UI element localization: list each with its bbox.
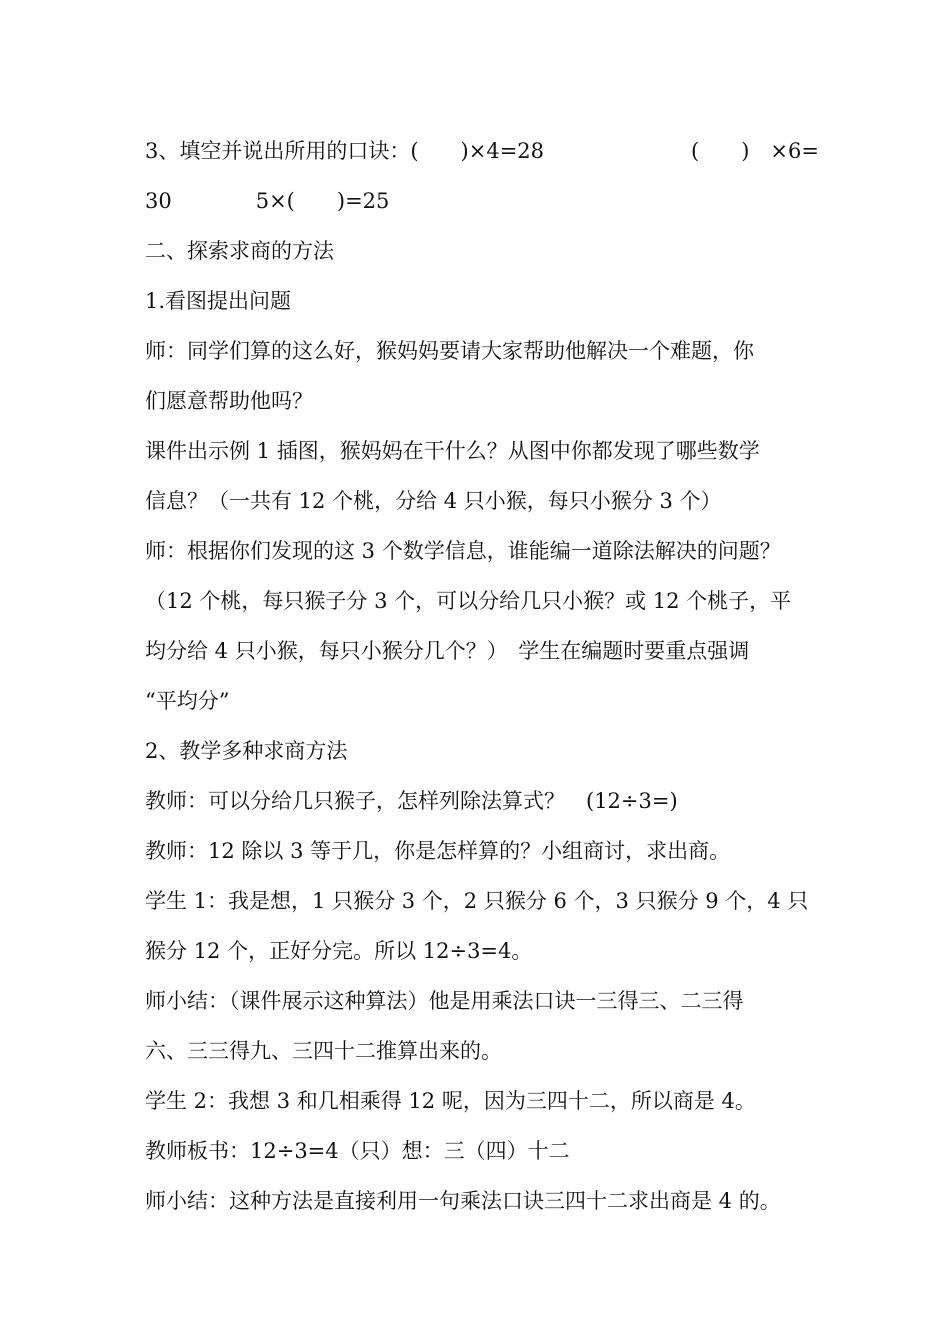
text-line-teacher-3: 教师：可以分给几只猴子，怎样列除法算式？ (12÷3=) [145, 789, 678, 813]
text-line-teacher-4: 教师：12 除以 3 等于几，你是怎样算的？小组商讨，求出商。 [145, 839, 731, 863]
text-line-teacher-2-cont-2: 均分给 4 只小猴，每只小猴分几个？） 学生在编题时要重点强调 [145, 639, 750, 663]
text-line-fill-blank: 3、填空并说出所用的口诀：( )×4=28 ( ) ×6= [145, 139, 819, 163]
text-line-student-1: 学生 1：我是想，1 只猴分 3 个，2 只猴分 6 个，3 只猴分 9 个，4 只 [145, 889, 809, 913]
text-line-teacher-1: 师：同学们算的这么好，猴妈妈要请大家帮助他解决一个难题，你 [145, 339, 754, 363]
subheading-look-and-ask: 1.看图提出问题 [145, 289, 292, 313]
text-line-student-2: 学生 2：我想 3 和几相乘得 12 呢，因为三四十二，所以商是 4。 [145, 1089, 756, 1113]
text-line-summary-1: 师小结：（课件展示这种算法）他是用乘法口诀一三得三、二三得 [145, 989, 744, 1013]
text-line-board-writing: 教师板书：12÷3=4（只）想：三（四）十二 [145, 1139, 570, 1163]
text-line-student-1-cont: 猴分 12 个，正好分完。所以 12÷3=4。 [145, 939, 533, 963]
text-line-teacher-2-cont: （12 个桃，每只猴子分 3 个，可以分给几只小猴？或 12 个桃子，平 [145, 589, 792, 613]
text-line-courseware-cont: 信息？（一共有 12 个桃，分给 4 只小猴，每只小猴分 3 个） [145, 489, 722, 513]
text-line-courseware: 课件出示例 1 插图，猴妈妈在干什么？从图中你都发现了哪些数学 [145, 439, 760, 463]
text-line-fill-blank-cont: 30 5×( )=25 [145, 189, 390, 213]
text-line-summary-1-cont: 六、三三得九、三四十二推算出来的。 [145, 1039, 502, 1063]
text-line-teacher-2: 师：根据你们发现的这 3 个数学信息，谁能编一道除法解决的问题？ [145, 539, 781, 563]
subheading-methods: 2、教学多种求商方法 [145, 739, 348, 763]
section-heading-explore: 二、探索求商的方法 [145, 239, 334, 263]
text-line-summary-2: 师小结：这种方法是直接利用一句乘法口诀三四十二求出商是 4 的。 [145, 1189, 781, 1213]
text-line-teacher-2-cont-3: “平均分” [145, 689, 230, 713]
text-line-teacher-1-cont: 们愿意帮助他吗？ [145, 389, 313, 413]
